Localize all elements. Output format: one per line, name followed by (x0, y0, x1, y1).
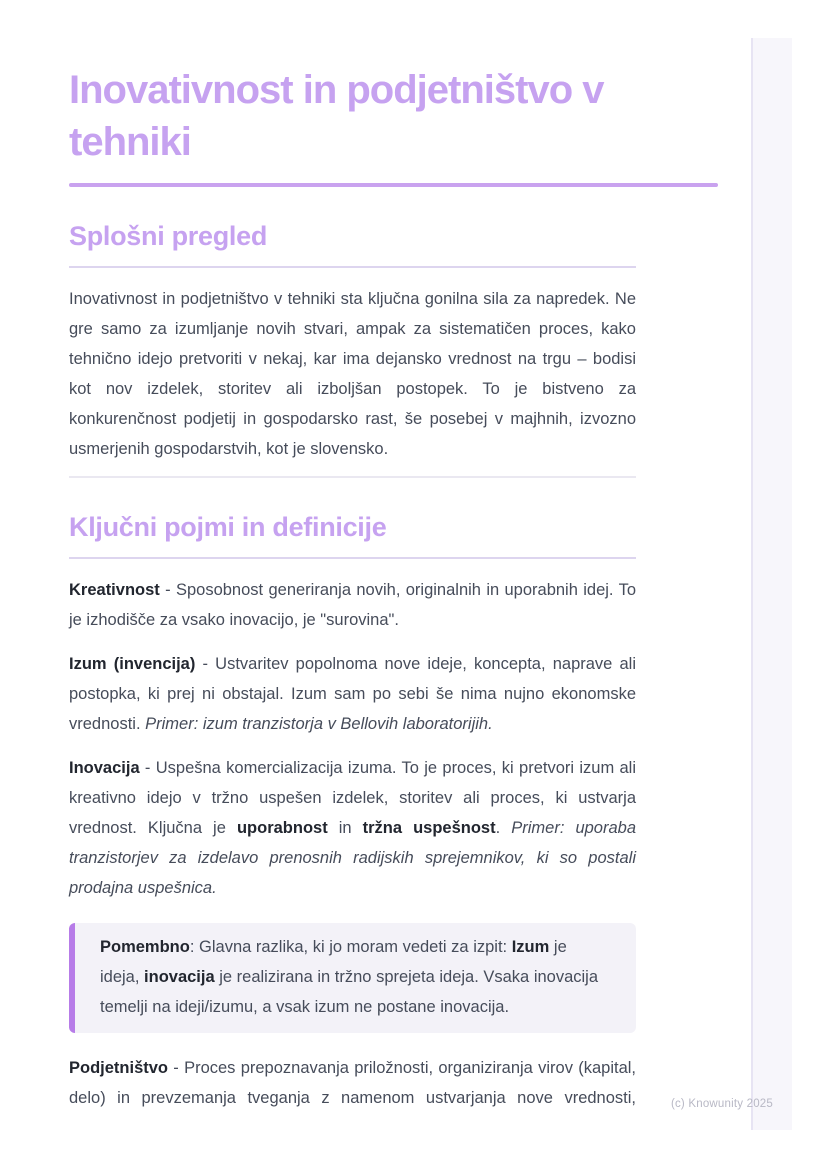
callout-text-3: je realizirana in tržno sprejeta ideja. Vsaka inovacija temelji na ideji/izumu, a vsak izum ne postane inovacija. (100, 968, 599, 1016)
callout-pomembno (69, 923, 636, 1033)
page-title: Inovativnost in podjetništvo v tehniki (69, 68, 604, 164)
callout-bold-inovacija: inovacija (144, 968, 215, 986)
callout-bold-izum: Izum (511, 938, 550, 956)
definition-example-inovacija: Primer: uporaba tranzistorjev za izdelavo prenosnih radijskih sprejemnikov, ki so postali prodajna uspešnica. (69, 819, 636, 897)
definition-text-inovacija-3: . (495, 819, 512, 837)
definition-term-inovacija: Inovacija (69, 759, 140, 777)
definition-inovacija (69, 753, 636, 903)
definition-izum (69, 649, 636, 739)
section-heading-overview: Splošni pregled (69, 219, 636, 268)
callout-text-2: je ideja, (100, 938, 567, 986)
definition-bold-uporabnost: uporabnost (236, 819, 328, 837)
section-heading-definitions: Ključni pojmi in definicije (69, 510, 636, 559)
definition-text-izum: - Ustvaritev popolnoma nove ideje, koncepta, naprave ali postopka, ki prej ni obstajal. Izum sam po sebi še nima nujno ekonomske vrednosti. (69, 655, 637, 733)
definition-example-izum: Primer: izum tranzistorja v Bellovih laboratorijih. (145, 715, 493, 733)
definition-term-kreativnost: Kreativnost (69, 581, 160, 599)
definition-text-inovacija-1: - Uspešna komercializacija izuma. To je proces, ki pretvori izum ali kreativno idejo v tržno uspešen izdelek, storitev ali proces, ki ustvarja vrednost. Ključna je (69, 759, 636, 837)
callout-label: Pomembno (100, 938, 190, 956)
copyright-footer: (c) Knowunity 2025 (670, 1098, 773, 1110)
definition-kreativnost (69, 575, 636, 635)
definition-podjetnistvo (69, 1053, 636, 1113)
definition-text-inovacija-2: in (327, 819, 363, 837)
document-page (69, 0, 636, 1113)
definition-bold-trzna-uspesnost: tržna uspešnost (362, 819, 496, 837)
definition-term-izum: Izum (invencija) (69, 655, 196, 673)
definition-text-kreativnost: - Sposobnost generiranja novih, originalnih in uporabnih idej. To je izhodišče za vsako inovacijo, je "surovina". (69, 581, 636, 629)
section-divider (69, 476, 636, 478)
title-rule (69, 183, 718, 187)
callout-text-1: : Glavna razlika, ki jo moram vedeti za izpit: (189, 938, 512, 956)
next-page-edge (751, 38, 792, 1130)
definition-term-podjetnistvo: Podjetništvo (69, 1059, 169, 1077)
overview-paragraph: Inovativnost in podjetništvo v tehniki sta ključna gonilna sila za napredek. Ne gre samo za izumljanje novih stvari, ampak za sistematičen proces, kako tehnično idejo pretvoriti v nekaj, kar ima dejansko vrednost na trgu – bodisi kot nov izdelek, storitev ali izboljšan postopek. To je bistveno za konkurenčnost podjetij in gospodarsko rast, še posebej v majhnih, izvozno usmerjenih gospodarstvih, kot je slovensko. (69, 290, 636, 458)
definition-text-podjetnistvo: - Proces prepoznavanja priložnosti, organiziranja virov (kapital, delo) in prevzemanja tveganja z namenom ustvarjanja nove vrednosti, (69, 1059, 636, 1107)
